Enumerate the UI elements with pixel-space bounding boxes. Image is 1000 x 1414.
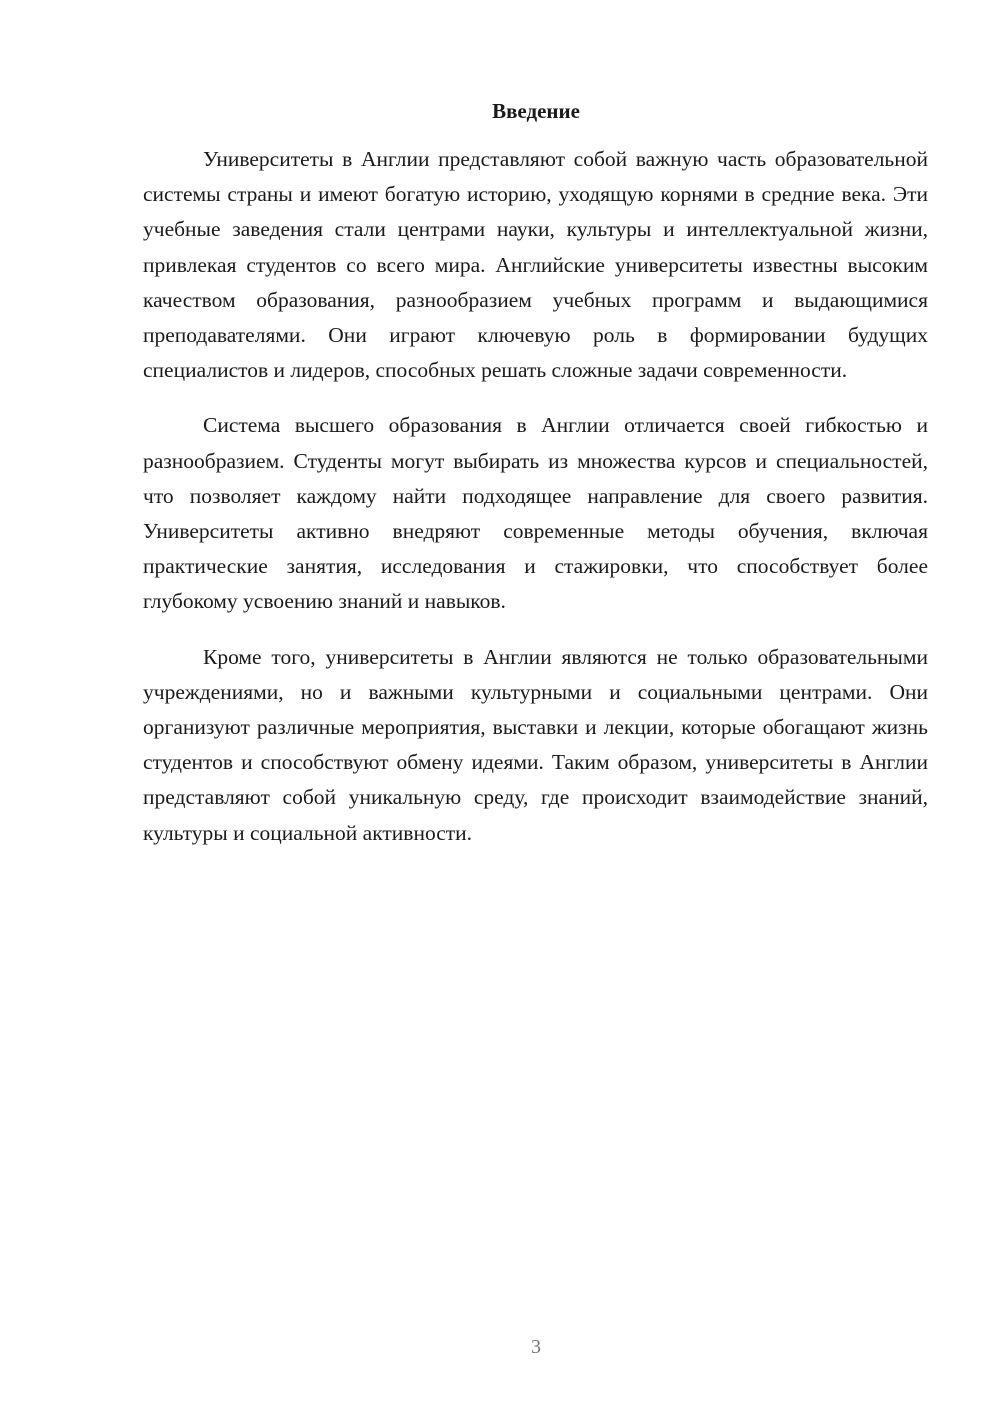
paragraph-1: Университеты в Англии представляют собой важную часть образовательной системы страны и имеют богатую историю, уходящую корнями в средние века. Эти учебные заведения стали центрами науки, культуры и интеллектуальной жизни, привлекая студентов со всего мира. Английские университеты известны высоким качеством образования, разнообразием учебных программ и выдающимися преподавателями. Они играют ключевую роль в формировании будущих специалистов и лидеров, способных решать сложные задачи современности. (143, 147, 928, 383)
body-text (143, 142, 928, 871)
page-number: 3 (531, 1336, 541, 1358)
paragraph-3: Кроме того, университеты в Англии являются не только образовательными учреждениями, но и важными культурными и социальными центрами. Они организуют различные мероприятия, выставки и лекции, которые обогащают жизнь студентов и способствуют обмену идеями. Таким образом, университеты в Англии представляют собой уникальную среду, где происходит взаимодействие знаний, культуры и социальной активности. (143, 644, 928, 845)
section-heading: Введение (492, 99, 580, 123)
paragraph-2: Система высшего образования в Англии отличается своей гибкостью и разнообразием. Студенты могут выбирать из множества курсов и специальностей, что позволяет каждому найти подходящее направление для своего развития. Университеты активно внедряют современные методы обучения, включая практические занятия, исследования и стажировки, что способствует более глубокому усвоению знаний и навыков. (143, 413, 928, 614)
